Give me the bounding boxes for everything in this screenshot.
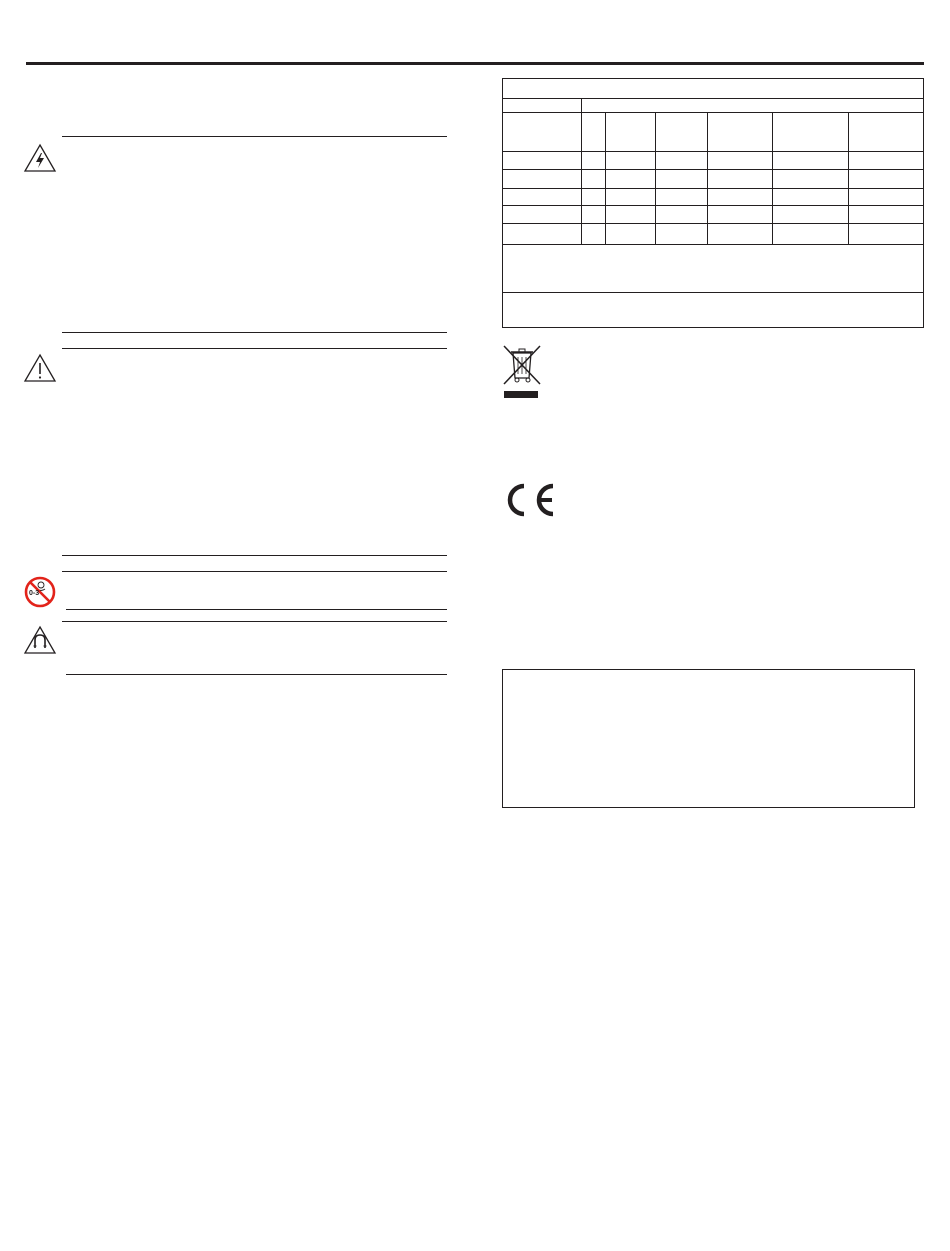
table-cell bbox=[503, 189, 582, 206]
not-for-children-0-3-icon bbox=[24, 576, 56, 608]
table-cell bbox=[708, 224, 773, 245]
table-cell bbox=[606, 206, 656, 224]
table-cell bbox=[656, 170, 708, 189]
table-cell bbox=[708, 189, 773, 206]
exclamation-warning-icon bbox=[23, 353, 57, 383]
children-bottom-rule bbox=[66, 609, 447, 610]
table-cell bbox=[582, 206, 606, 224]
table-cell bbox=[503, 224, 582, 245]
column-header bbox=[503, 113, 582, 152]
table-note bbox=[503, 245, 924, 293]
column-header bbox=[582, 113, 606, 152]
table-cell bbox=[849, 206, 924, 224]
intro-text bbox=[26, 80, 446, 128]
table-row bbox=[503, 170, 924, 189]
table-note-row bbox=[503, 293, 924, 328]
column-header bbox=[773, 113, 849, 152]
page-title bbox=[26, 40, 924, 58]
column-header bbox=[849, 113, 924, 152]
magnet-top-rule bbox=[62, 621, 447, 622]
table-cell bbox=[582, 224, 606, 245]
table-cell bbox=[656, 152, 708, 170]
caution-bottom-rule bbox=[62, 555, 447, 556]
table-cell bbox=[773, 206, 849, 224]
table-cell bbox=[773, 152, 849, 170]
table-row bbox=[503, 189, 924, 206]
crossed-out-wheelie-bin-icon bbox=[502, 342, 542, 400]
table-cell bbox=[606, 152, 656, 170]
table-cell bbox=[582, 170, 606, 189]
header-rule bbox=[26, 62, 924, 65]
warning-bottom-rule bbox=[62, 332, 447, 333]
table-note bbox=[503, 293, 924, 328]
table-cell bbox=[582, 189, 606, 206]
caution-text bbox=[64, 354, 447, 549]
table-title-row bbox=[503, 79, 924, 99]
table-column-row bbox=[503, 113, 924, 152]
children-top-rule bbox=[62, 571, 447, 572]
table-cell bbox=[656, 206, 708, 224]
table-cell bbox=[503, 170, 582, 189]
table-cell bbox=[773, 224, 849, 245]
table-cell bbox=[656, 224, 708, 245]
magnet-warning-text bbox=[64, 627, 447, 669]
electric-warning-text bbox=[64, 142, 447, 327]
table-cell bbox=[849, 152, 924, 170]
table-cell bbox=[708, 170, 773, 189]
column-header bbox=[606, 113, 656, 152]
caution-top-rule bbox=[62, 348, 447, 349]
column-header bbox=[708, 113, 773, 152]
magnet-warning-icon bbox=[23, 625, 57, 655]
table-cell bbox=[606, 170, 656, 189]
table-header-cell bbox=[582, 99, 924, 113]
ce-text bbox=[570, 482, 922, 632]
weee-text bbox=[552, 344, 922, 444]
table-header-row bbox=[503, 99, 924, 113]
table-header-cell bbox=[503, 99, 582, 113]
ce-mark-icon bbox=[502, 482, 556, 518]
age-label: 0-3 bbox=[29, 590, 40, 597]
table-row bbox=[503, 206, 924, 224]
table-cell bbox=[606, 189, 656, 206]
table-cell bbox=[849, 170, 924, 189]
table-cell bbox=[582, 152, 606, 170]
table-cell bbox=[773, 170, 849, 189]
table-cell bbox=[503, 206, 582, 224]
boxed-notice bbox=[502, 669, 915, 808]
boxed-notice-text bbox=[511, 678, 906, 799]
table-cell bbox=[606, 224, 656, 245]
table-title bbox=[503, 79, 924, 99]
children-warning-text bbox=[64, 577, 447, 605]
table-cell bbox=[773, 189, 849, 206]
table-cell bbox=[708, 206, 773, 224]
electric-shock-warning-icon bbox=[23, 143, 57, 173]
table-cell bbox=[849, 189, 924, 206]
table-row bbox=[503, 152, 924, 170]
column-header bbox=[656, 113, 708, 152]
hazardous-substances-table bbox=[502, 78, 924, 328]
table-note-row bbox=[503, 245, 924, 293]
magnet-bottom-rule bbox=[66, 674, 447, 675]
table-cell bbox=[708, 152, 773, 170]
table-cell bbox=[656, 189, 708, 206]
table-row bbox=[503, 224, 924, 245]
table-cell bbox=[503, 152, 582, 170]
warning-top-rule bbox=[62, 136, 447, 137]
table-cell bbox=[849, 224, 924, 245]
